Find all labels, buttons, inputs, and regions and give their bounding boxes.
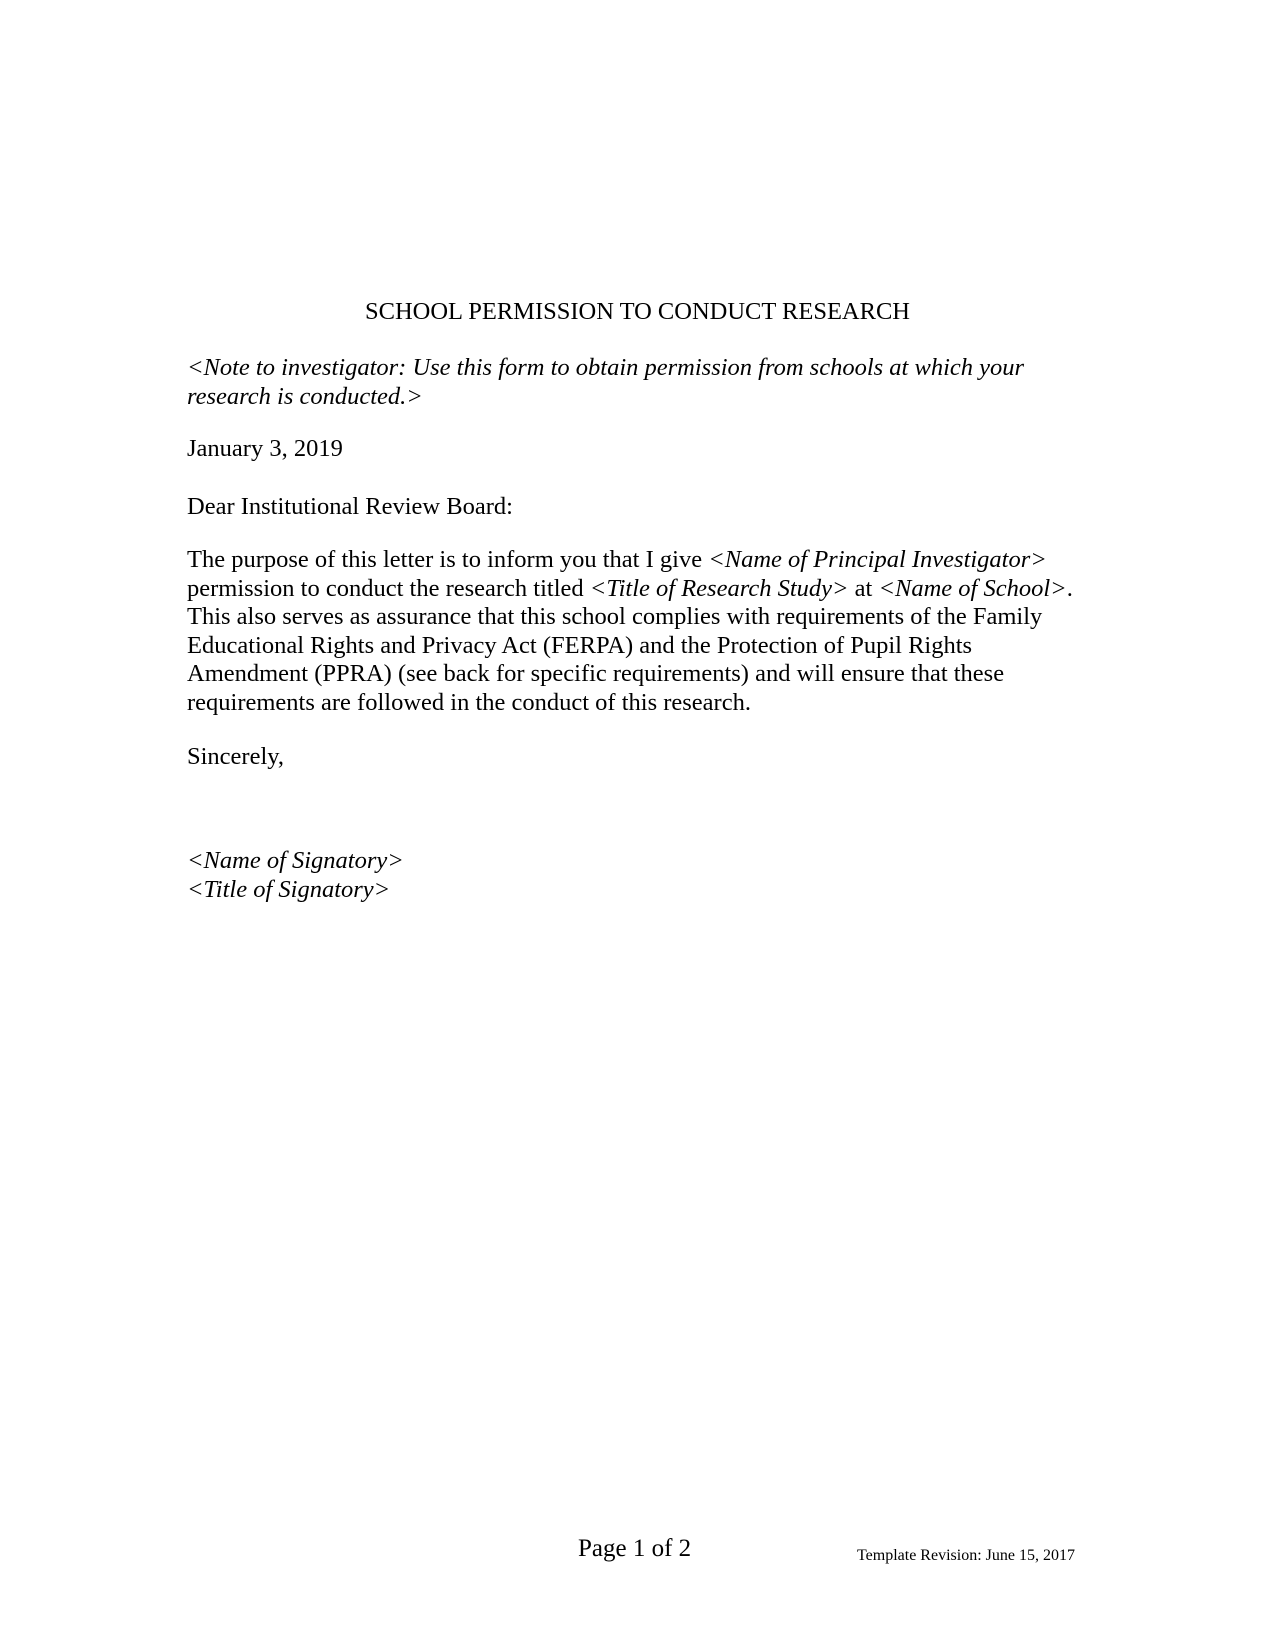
signatory-title-placeholder: <Title of Signatory> <box>187 875 391 903</box>
investigator-note: <Note to investigator: Use this form to obtain permission from schools at which your research is conducted.> <box>187 354 1025 410</box>
letter-date: January 3, 2019 <box>187 435 343 462</box>
body-text-part-4: . This also serves as assurance that this school complies with requirements of the Family Educational Rights and Privacy Act (FERPA) and the Protection of Pupil Rights Amendment (PPRA) (see back for specific requirements) and will ensure that these requirements are followed in the conduct of this research. <box>187 574 1073 716</box>
page-number: Page 1 of 2 <box>578 1535 692 1562</box>
body-paragraph <box>187 546 1097 717</box>
school-name-placeholder: <Name of School> <box>878 574 1067 602</box>
signatory-block <box>187 847 1087 904</box>
salutation: Dear Institutional Review Board: <box>187 493 513 520</box>
signatory-name-placeholder: <Name of Signatory> <box>187 847 404 874</box>
body-text-part-3: at <box>848 574 879 602</box>
study-title-placeholder: <Title of Research Study> <box>589 574 849 602</box>
body-text-part-2: permission to conduct the research titled <box>187 574 590 602</box>
template-revision: Template Revision: June 15, 2017 <box>857 1547 1075 1564</box>
body-text-part-1: The purpose of this letter is to inform you that I give <box>187 546 709 573</box>
principal-investigator-placeholder: <Name of Principal Investigator> <box>708 546 1047 573</box>
document-title: SCHOOL PERMISSION TO CONDUCT RESEARCH <box>365 298 910 325</box>
closing: Sincerely, <box>187 743 285 770</box>
